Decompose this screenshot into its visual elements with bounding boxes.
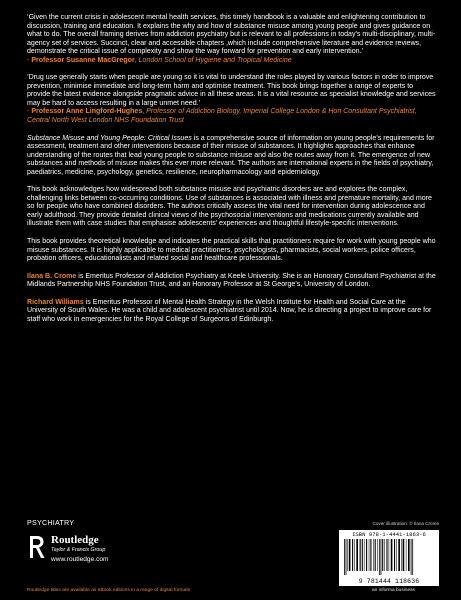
editor-bio-2 bbox=[27, 299, 437, 325]
endorsement-quote-2 bbox=[27, 74, 437, 125]
barcode-bar bbox=[377, 539, 378, 571]
barcode-bar bbox=[384, 539, 385, 571]
barcode-bar bbox=[356, 539, 358, 571]
description-paragraph-3: This book provides theoretical knowledge and indicates the practical skills that practitioners require for work with young people who misuse substances. It is highly applicable to medical practitioners, psychologists, pharmacists, social workers, police officers, probation officers, educationalists and related social and healthcare professionals. bbox=[27, 238, 436, 263]
quote-separator: , bbox=[134, 56, 139, 64]
barcode-bar bbox=[379, 539, 380, 575]
subject-category: PSYCHIATRY bbox=[27, 518, 75, 527]
barcode-bar bbox=[406, 539, 407, 571]
publisher-block bbox=[27, 534, 177, 574]
isbn-barcode bbox=[339, 530, 439, 586]
barcode-bar bbox=[352, 539, 353, 571]
barcode-bar bbox=[346, 539, 347, 575]
barcode-bar bbox=[360, 539, 361, 571]
barcode-bar bbox=[349, 539, 351, 571]
barcode-bar bbox=[366, 539, 367, 571]
quote-text: ‘Given the current crisis in adolescent mental health services, this timely handbook is a valuable and enlightening contribution to discussion, training and education. It explains the why and how of substance misuse among young people and gives guidance on what to do. The overall framing derives from addiction psychiatry but is relevant to all professions in today’s multi-disciplinary, multi-agency set of services. Succinct, clear and accessible chapters ,which include comprehensive literature and evidence reviews, demonstrate the critical issue of complexity and show the way forward for prevention and early intervention.’ bbox=[27, 14, 436, 56]
barcode-bar bbox=[403, 539, 405, 571]
quote-separator: , bbox=[142, 108, 147, 116]
editor-bio-text: is Emeritus Professor of Addiction Psychiatry at Keele University. She is an Honorary Consultant Psychiatrist at the Midlands Partnership NHS Foundation Trust, and an Honorary Professor at St George’s, University of London. bbox=[27, 272, 436, 289]
barcode-bar bbox=[396, 539, 397, 571]
barcode-bar bbox=[381, 539, 382, 575]
quote-affiliation: Professor of Addiction Biology, Imperial College London & Hon Consultant Psychiatrist, Central North West London NHS Foundation Trust bbox=[27, 108, 417, 125]
barcode-bar bbox=[411, 539, 412, 575]
barcode-bar bbox=[391, 539, 393, 571]
barcode-bar bbox=[398, 539, 400, 571]
barcode-bar bbox=[347, 539, 348, 571]
back-cover-text bbox=[27, 14, 437, 333]
quote-author: Professor Susanne MacGregor bbox=[31, 56, 135, 64]
barcode-bar bbox=[344, 539, 345, 575]
barcode-bars bbox=[343, 539, 435, 575]
editor-name: Richard Williams bbox=[27, 298, 84, 306]
publisher-subtitle: Taylor & Francis Group bbox=[51, 547, 106, 553]
description-text: is a comprehensive source of information on young people’s requirements for assessment, treatment and other interventions because of their misuse of substances. It highlights approaches that enhance understanding of the routes that lead young people to substance misuse and also the routes away from it. The emergence of new substances and methods of misuse makes this ever more relevant. The authors are international experts in the fields of psychiatry, paediatrics, medicine, psychology, genetics, resilience, neuropharmacology and epidemiology. bbox=[27, 134, 435, 176]
barcode-bar bbox=[370, 539, 371, 571]
barcode-bar bbox=[373, 539, 374, 571]
editor-bio-1 bbox=[27, 273, 437, 290]
description-paragraph-1 bbox=[27, 135, 437, 178]
barcode-bar bbox=[412, 539, 413, 575]
quote-dash: - bbox=[27, 56, 32, 64]
ebook-availability-note: Routledge titles are available as eBook editions in a range of digital formats bbox=[27, 588, 191, 593]
cover-illustration-credit: Cover illustration: © Ilana Crome bbox=[372, 521, 439, 526]
barcode-bar bbox=[354, 539, 355, 571]
editor-name: Ilana B. Crome bbox=[27, 272, 77, 280]
barcode-bar bbox=[386, 539, 387, 571]
barcode-bar bbox=[369, 539, 370, 571]
barcode-bar bbox=[401, 539, 402, 571]
editor-bio-text: is Emeritus Professor of Mental Health Strategy in the Welsh Institute for Health and Social Care at the University of South Wales. He was a child and adolescent psychiatrist until 2014. Now, he is directing a project to improve care for staff who work in emergencies for the Royal College of Surgeons of Edinburgh. bbox=[27, 298, 432, 323]
routledge-r-logo-icon bbox=[27, 534, 47, 560]
barcode-bar bbox=[408, 539, 410, 571]
informa-business-label: an informa business bbox=[372, 588, 415, 593]
barcode-bar bbox=[394, 539, 395, 571]
barcode-bar bbox=[382, 539, 383, 571]
barcode-bar bbox=[375, 539, 376, 571]
publisher-name: Routledge bbox=[51, 534, 99, 546]
endorsement-quote-1 bbox=[27, 14, 437, 65]
quote-author: Professor Anne Lingford-Hughes bbox=[31, 108, 143, 116]
book-title: Substance Misuse and Young People: Critical Issues bbox=[27, 134, 192, 142]
description-paragraph-2: This book acknowledges how widespread both substance misuse and psychiatric disorders are and explores the complex, challenging links between co-occurring conditions. Use of substances is associated with illness and premature mortality, and more so for people who have combined disorders. The authors critically assess the vital need for intervention during adolescence and early adulthood. They provide detailed clinical views of the psychosocial interventions and medications currently available and illustrate them with case studies that emphasise adolescents’ experiences and thoughtful lifestyle-specific interventions. bbox=[27, 186, 432, 228]
isbn-label: ISBN 978-1-4441-1863-6 bbox=[352, 531, 426, 538]
barcode-bar bbox=[364, 539, 365, 571]
quote-dash: - bbox=[27, 108, 32, 116]
barcode-digits: 9 781444 118636 bbox=[358, 578, 420, 585]
quote-affiliation: London School of Hygiene and Tropical Medicine bbox=[138, 56, 292, 64]
quote-text: ‘Drug use generally starts when people are young so it is vital to understand the roles played by various factors in order to improve prevention, minimise immediate and long-term harm and optimise treatment. This book brings together a range of experts to provide the latest evidence alongside pragmatic advice in all these areas. It is a vital resource as specialist knowledge and services may be hard to access resulting in a large unmet need.’ bbox=[27, 74, 436, 107]
publisher-url[interactable]: www.routledge.com bbox=[51, 556, 109, 563]
barcode-bar bbox=[389, 539, 390, 571]
barcode-bar bbox=[362, 539, 363, 571]
